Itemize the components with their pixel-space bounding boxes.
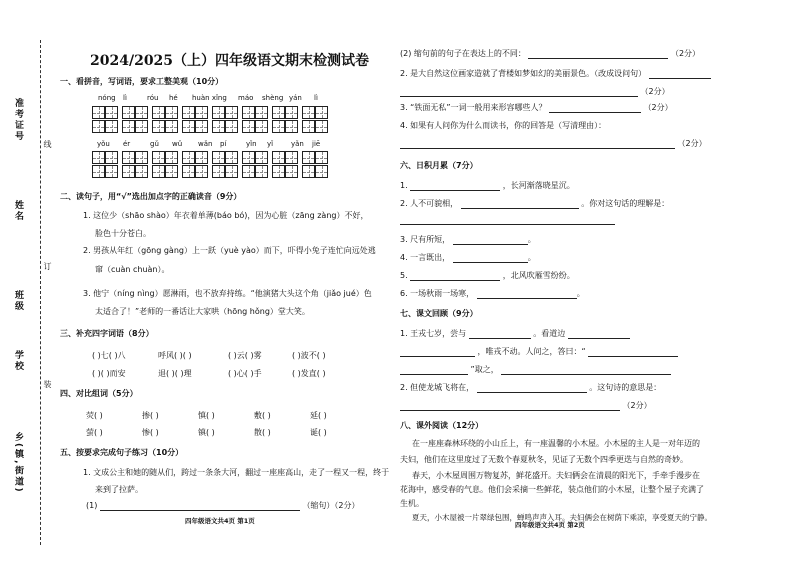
answer-line[interactable]	[588, 347, 678, 357]
word-blank[interactable]: 掺( )	[142, 411, 159, 420]
s7-1-text-d: ”取之，	[470, 365, 499, 374]
pinyin: pí	[220, 140, 227, 148]
answer-line[interactable]	[501, 365, 671, 375]
s5-q1-line1: 1. 文成公主和她的随从们，跨过一条条大河，翻过一座座高山，走了一程又一程，终于	[83, 468, 390, 477]
idiom-blank[interactable]: ( )( )而安	[92, 369, 126, 378]
s6-1-num: 1.	[400, 181, 408, 190]
s6-4: 4. 一言既出， 。	[400, 253, 536, 262]
idiom-blank[interactable]: ( )波不( )	[292, 351, 326, 360]
pinyin: róu	[147, 94, 159, 102]
r-q1-2-prompt: (2) 缩句前的句子在表达上的不同：	[400, 49, 526, 58]
footer-page-2: 四年级语文共4页 第2页	[515, 521, 585, 529]
s6-5-text: ，北风吹雁雪纷纷。	[502, 271, 575, 280]
s7-1-row2	[400, 346, 678, 357]
exam-number-label: 准考证号	[13, 98, 23, 142]
pinyin: nóng	[98, 94, 116, 102]
pinyin: yǐn	[246, 140, 257, 148]
s6-3-text: 3. 尺有所短，	[400, 235, 451, 244]
idiom-blank[interactable]: 呼风( )( )	[158, 351, 192, 360]
answer-line[interactable]	[100, 501, 300, 511]
s5-q1-suffix: （缩句）（2分）	[302, 501, 360, 510]
answer-line[interactable]	[453, 235, 528, 245]
s2-q1-line1: 1. 这位少（shāo shào）年衣着单薄(báo bó)，因为心脏（zāng zàng）不好，	[83, 211, 369, 220]
s6-2-row2	[400, 214, 615, 225]
pinyin: yǎn	[291, 140, 304, 148]
r-q4-row2	[400, 138, 707, 149]
pinyin: ér	[123, 140, 131, 148]
pinyin: hé	[169, 94, 178, 102]
pinyin: wǔ	[172, 140, 183, 148]
word-blank[interactable]: 荧( )	[86, 411, 103, 420]
word-blank[interactable]: 惨( )	[142, 428, 159, 437]
reading-line: 花海中，感受春的气息。他们会采摘一些鲜花，装点他们的小木屋，让整个屋子充满了	[400, 485, 704, 494]
answer-line[interactable]	[477, 289, 577, 299]
pinyin: gǔ	[150, 140, 159, 148]
s6-5-num: 5.	[400, 271, 408, 280]
answer-line[interactable]	[400, 87, 638, 97]
s7-1-text-a: 1. 王戎七岁，尝与	[400, 329, 467, 338]
pinyin: yǒu	[97, 140, 110, 148]
s7-2-text-b: 。这句诗的意思是：	[589, 383, 662, 392]
writing-grid[interactable]	[92, 165, 328, 178]
r-q3-row	[400, 102, 673, 113]
s6-5	[400, 270, 575, 281]
word-blank[interactable]: 慎( )	[198, 411, 215, 420]
idiom-blank[interactable]: ( )七( )八	[92, 351, 126, 360]
section-5-heading: 五、按要求完成句子练习（10分）	[60, 448, 184, 457]
class-label: 班级	[13, 290, 23, 312]
section-2-heading: 二、读句子，用“√”选出加点字的正确读音（9分）	[60, 192, 242, 201]
r-q4-prompt: 4. 如果有人问你为什么而读书，你的回答是（写清理由）：	[400, 121, 607, 130]
s2-q3-line1: 3. 他宁（níng nìng）愿淋雨，也不放弃持练。“他演猪大头这个角（jiǎo jué）色	[83, 289, 372, 298]
reading-line: 夫妇，他们在这里度过了无数个春夏秋冬，见证了无数个四季更迭与自然的奇妙。	[400, 455, 688, 464]
s5-q1-prefix: (1)	[86, 501, 98, 510]
s6-1	[400, 180, 575, 191]
s2-q2-line2: 窜（cuàn chuàn）。	[95, 265, 170, 274]
s6-6: 6. 一场秋雨一场寒， 。	[400, 289, 585, 298]
answer-line[interactable]	[568, 329, 630, 339]
s7-2-row1	[400, 382, 661, 393]
word-blank[interactable]: 诞( )	[310, 428, 327, 437]
pinyin: shèng	[262, 94, 284, 102]
r-q2-row	[400, 68, 711, 79]
writing-grid[interactable]	[92, 151, 328, 164]
answer-line[interactable]	[400, 215, 615, 225]
pinyin: lì	[123, 94, 127, 102]
pinyin: lì	[314, 94, 318, 102]
pinyin: jiē	[312, 140, 321, 148]
r-q2-row2	[400, 86, 670, 97]
s6-4-text: 4. 一言既出，	[400, 253, 451, 262]
r-q3-prompt: 3. “铁面无私”一词一般用来形容哪些人？	[400, 103, 547, 112]
idiom-blank[interactable]: ( )心( )手	[228, 369, 262, 378]
seal-char-xian: 线	[43, 140, 52, 148]
answer-line[interactable]	[549, 103, 641, 113]
s7-1-text-b: 。看道边	[533, 329, 566, 338]
s5-q1-answer-row	[86, 500, 360, 511]
answer-line[interactable]	[410, 181, 500, 191]
word-blank[interactable]: 镇( )	[198, 428, 215, 437]
footer-page-1: 四年级语文共4页 第1页	[185, 517, 255, 525]
pinyin: wǎn	[198, 140, 213, 148]
r-q2-prompt: 2. 是大自然这位画家造就了背楼如梦如幻的美丽景色。（改成设问句）	[400, 69, 647, 78]
idiom-blank[interactable]: ( )云( )雾	[228, 351, 262, 360]
seal-char-zhuang: 装	[43, 380, 52, 388]
word-blank[interactable]: 散( )	[254, 428, 271, 437]
r-q1-2-row	[400, 48, 700, 59]
s2-q2-line1: 2. 男孩从年红（gōng gàng）上一跃（yuè yào）而下，吓得小兔子连忙向远处逃	[83, 246, 376, 255]
s6-3: 3. 尺有所短， 。	[400, 235, 536, 244]
pinyin: yǐ	[267, 140, 274, 148]
s2-q3-line2: 太适合了！”老师的一番话让大家哄（hōng hǒng）堂大笑。	[95, 307, 310, 316]
word-blank[interactable]: 敷( )	[254, 411, 271, 420]
answer-line[interactable]	[469, 329, 531, 339]
name-label: 姓名	[13, 200, 23, 222]
pinyin: huàn xǐng	[192, 94, 227, 102]
r-q1-2-score: （2分）	[670, 49, 701, 58]
s6-2-prompt: 。你对这句话的理解是：	[581, 199, 670, 208]
r-q3-score: （2分）	[643, 103, 673, 112]
word-blank[interactable]: 萤( )	[86, 428, 103, 437]
school-label: 学校	[13, 350, 23, 372]
reading-line: 春天，小木屋周围万物复苏，鲜花盛开。夫妇俩会在清晨的阳光下，手牵手漫步在	[412, 471, 700, 480]
r-q4-score: （2分）	[677, 139, 707, 148]
section-1-heading: 一、看拼音，写词语，要求工整美观（10分）	[60, 77, 224, 86]
section-7-heading: 七、课文回顾（9分）	[400, 309, 478, 318]
seal-char-ding: 订	[43, 262, 52, 270]
section-4-heading: 四、对比组词（5分）	[60, 389, 138, 398]
writing-grid[interactable]	[92, 120, 328, 133]
idiom-blank[interactable]: 退( )( )理	[158, 369, 192, 378]
answer-line[interactable]	[649, 69, 711, 79]
answer-line[interactable]	[410, 271, 500, 281]
answer-line[interactable]	[453, 253, 528, 263]
s7-score: （2分）	[622, 401, 652, 410]
answer-line[interactable]	[461, 199, 579, 209]
s7-2-row2	[400, 400, 652, 411]
s6-2	[400, 198, 669, 209]
word-blank[interactable]: 延( )	[310, 411, 327, 420]
section-3-heading: 三、补充四字词语（8分）	[60, 329, 154, 338]
section-8-heading: 八、课外阅读（12分）	[400, 421, 484, 430]
pinyin: máo	[238, 94, 254, 102]
reading-line: 夏天，小木屋被一片翠绿包围，蝉鸣声声入耳。夫妇俩会在树荫下乘凉，享受夏天的宁静。	[412, 513, 712, 522]
r-q2-score: （2分）	[640, 87, 670, 96]
s6-6-text: 6. 一场秋雨一场寒，	[400, 289, 475, 298]
answer-line[interactable]	[400, 139, 675, 149]
township-label: 乡(镇,街道)	[13, 432, 23, 494]
page-title: 2024/2025（上）四年级语文期末检测试卷	[90, 53, 370, 69]
answer-line[interactable]	[400, 347, 475, 357]
section-6-heading: 六、日积月累（7分）	[400, 161, 478, 170]
reading-line: 在一座座森林环绕的小山丘上，有一座温馨的小木屋。小木屋的主人是一对年迈的	[412, 439, 700, 448]
answer-line[interactable]	[477, 383, 587, 393]
s7-2-text-a: 2. 但使龙城飞将在，	[400, 383, 475, 392]
s7-1-text-c: ，唯戎不动。人问之，答曰：“	[477, 347, 586, 356]
s5-q1-line2: 来到了拉萨。	[95, 485, 143, 494]
s7-1-row3	[400, 364, 671, 375]
idiom-blank[interactable]: ( )发直( )	[292, 369, 326, 378]
answer-line[interactable]	[400, 401, 620, 411]
reading-line: 生机。	[400, 499, 424, 508]
writing-grid[interactable]	[92, 106, 328, 119]
answer-line[interactable]	[400, 365, 468, 375]
s6-2-text: 2. 人不可貌相，	[400, 199, 459, 208]
s7-1-row1	[400, 328, 630, 339]
answer-line[interactable]	[528, 49, 668, 59]
pinyin: yán	[289, 94, 302, 102]
s2-q1-line2: 脸色十分苍白。	[95, 229, 151, 238]
binding-dashed-line	[40, 40, 41, 545]
s6-1-text: ，长河渐落晓星沉。	[502, 181, 575, 190]
